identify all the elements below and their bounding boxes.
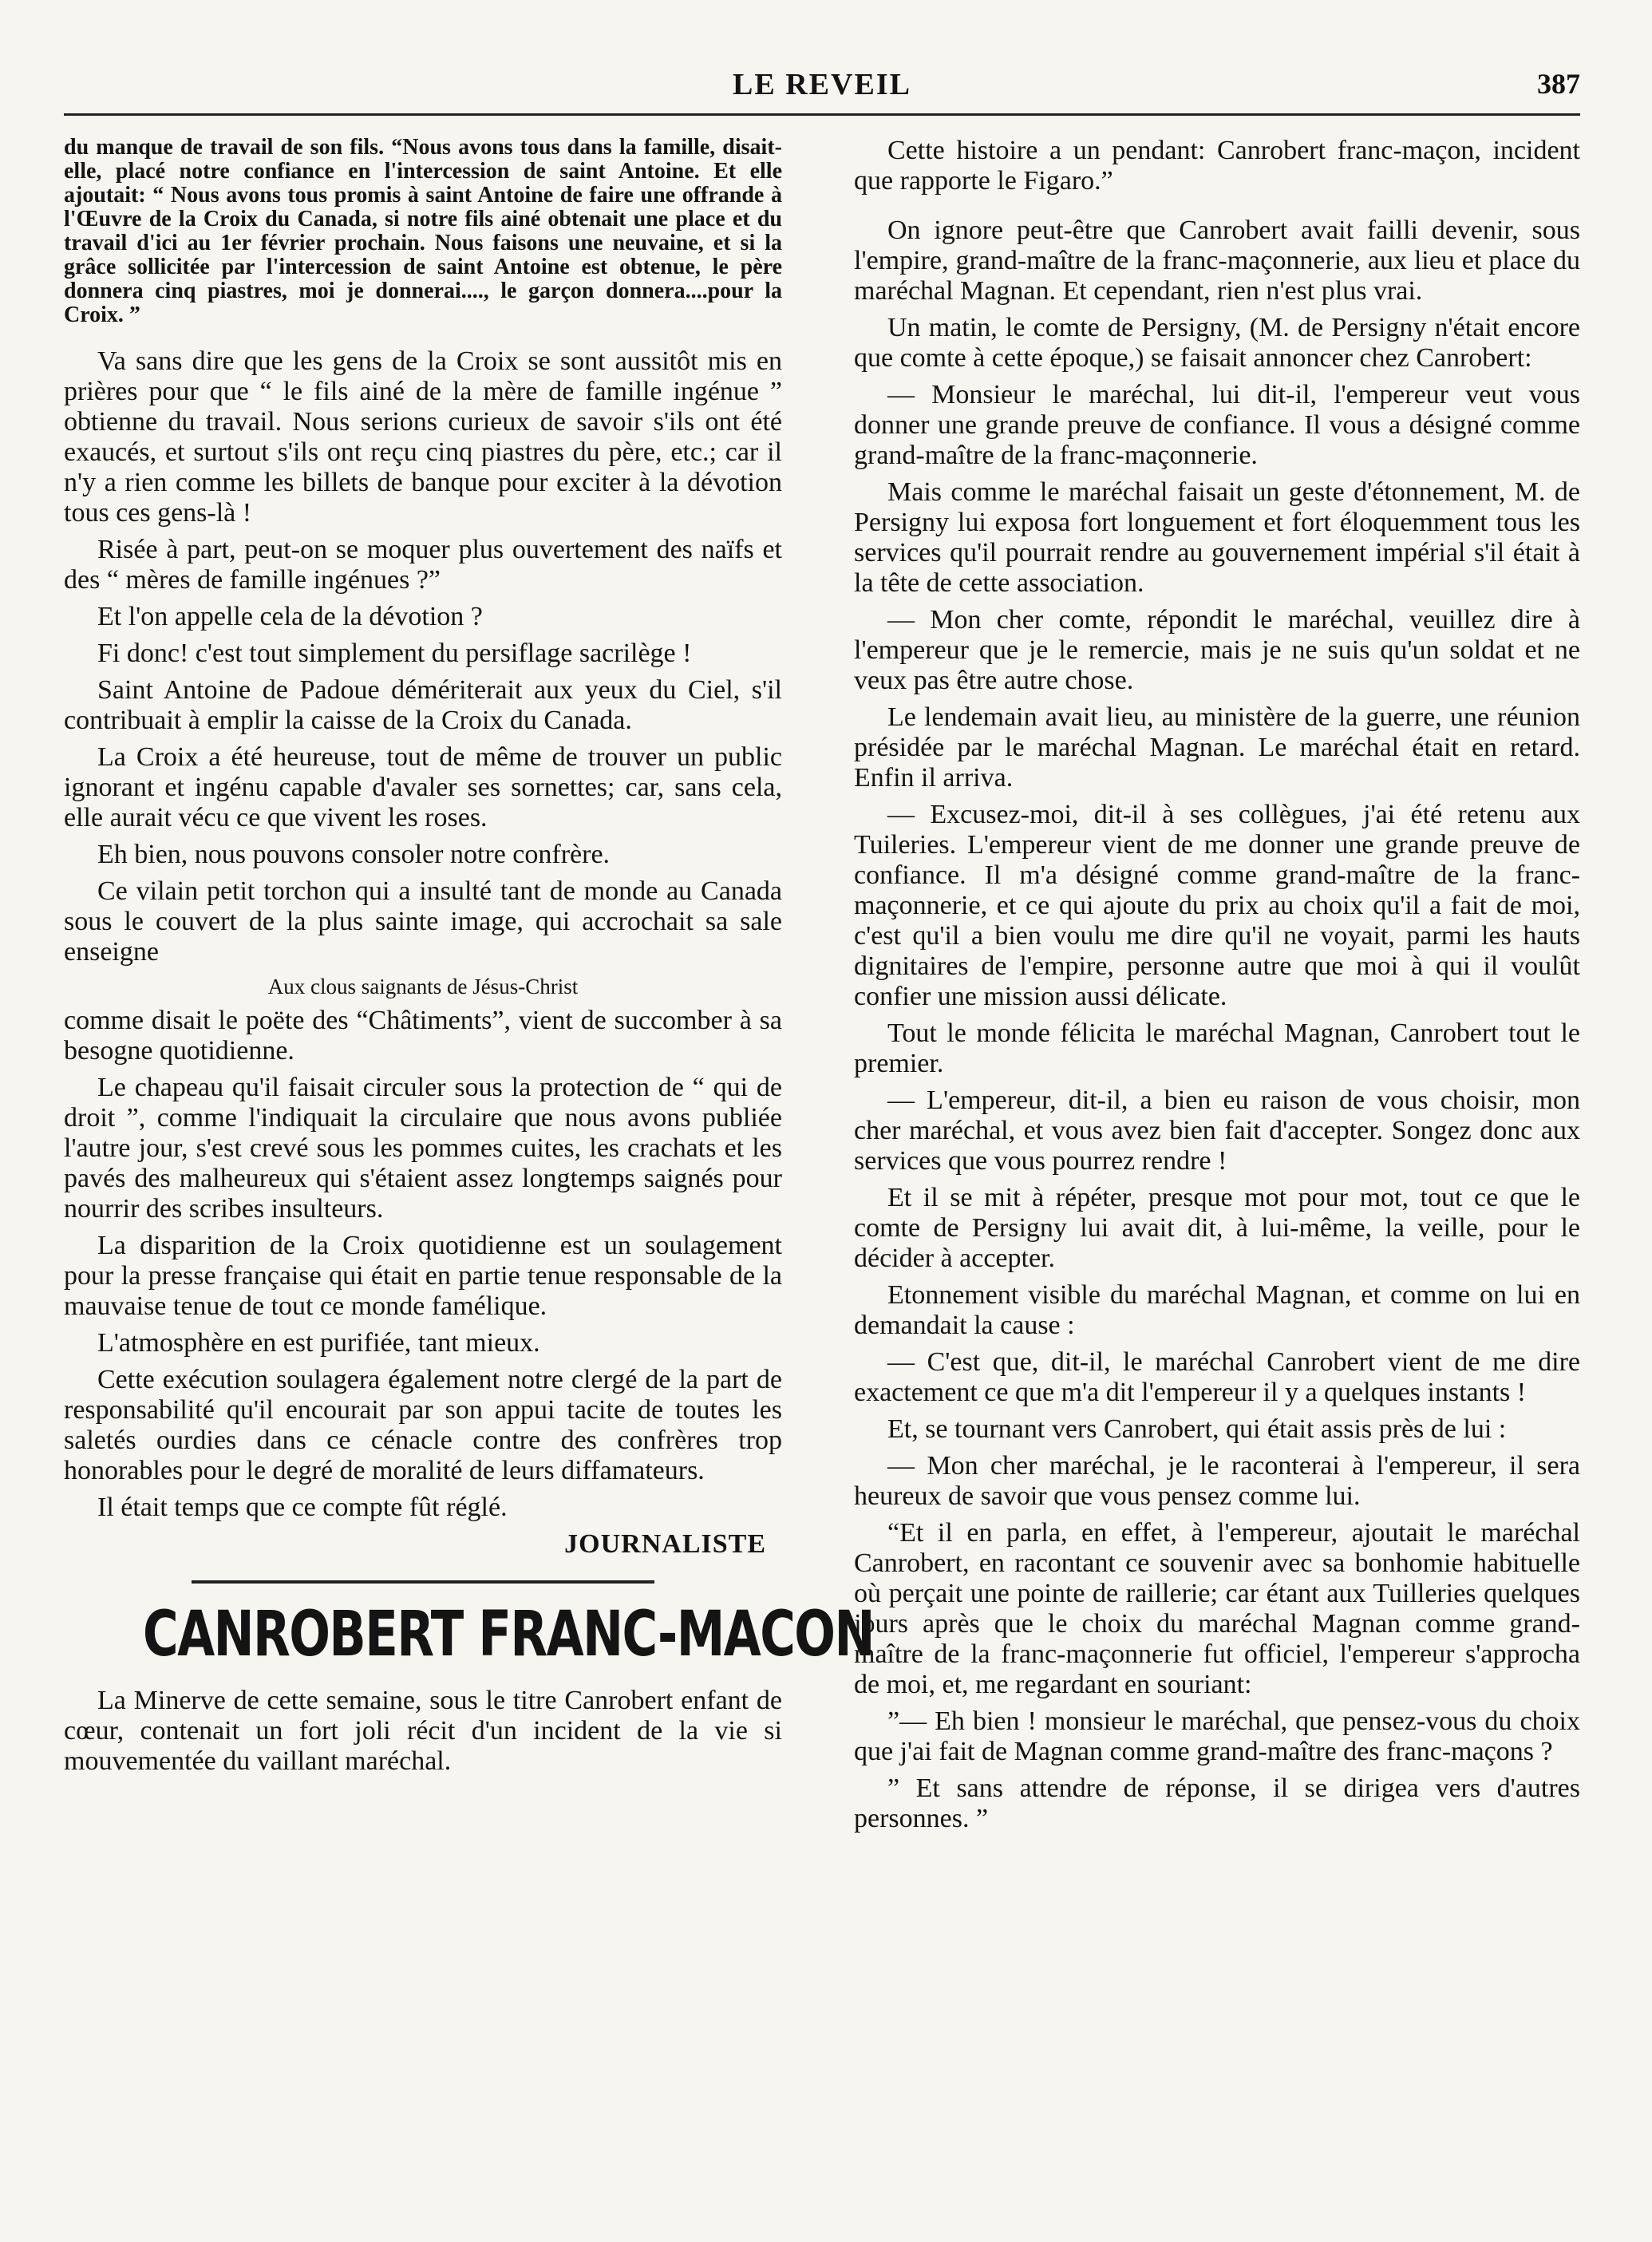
signature: JOURNALISTE: [564, 1529, 766, 1559]
section-rule: [192, 1580, 654, 1584]
paragraph: Mais comme le maréchal faisait un geste d'étonnement, M. de Persigny lui exposa fort longuement et fort éloquemment tous les services qu'il pourrait rendre au gouvernement impérial s'il était à la tête de cette association.: [854, 477, 1580, 598]
paragraph: — Mon cher comte, répondit le maréchal, veuillez dire à l'empereur que je le remercie, mais je ne suis qu'un soldat et ne veux pas être autre chose.: [854, 605, 1580, 695]
paragraph: Et l'on appelle cela de la dévotion ?: [97, 602, 483, 631]
paragraph: Et il se mit à répéter, presque mot pour mot, tout ce que le comte de Persigny lui avait dit, à lui-même, la veille, pour le décider à accepter.: [854, 1183, 1580, 1273]
header-rule: [64, 113, 1580, 116]
quoted-letter: du manque de travail de son fils. “Nous avons tous dans la famille, disait-elle, placé notre confiance en l'intercession de saint Antoine. Et elle ajoutait: “ Nous avons tous promis à saint Antoine de faire une offrande à l'Œuvre de la Croix du Canada, si notre fils ainé obtenait une place et du travail d'ici au 1er février prochain. Nous faisons une neuvaine, et si la grâce sollicitée par l'intercession de saint Antoine est obtenue, le père donnera cinq piastres, moi je donnerai...., le garçon donnera....pour la Croix. ”: [64, 135, 782, 327]
paragraph: ” Et sans attendre de réponse, il se dirigea vers d'autres personnes. ”: [854, 1773, 1580, 1833]
paragraph: — L'empereur, dit-il, a bien eu raison de vous choisir, mon cher maréchal, et vous avez bien fait d'accepter. Songez donc aux services que vous pourrez rendre !: [854, 1085, 1580, 1176]
paragraph: Eh bien, nous pouvons consoler notre confrère.: [97, 840, 611, 869]
paragraph: Risée à part, peut-on se moquer plus ouvertement des naïfs et des “ mères de famille ingénues ?”: [64, 535, 782, 595]
paragraph: ”— Eh bien ! monsieur le maréchal, que pensez-vous du choix que j'ai fait de Magnan comme grand-maître des franc-maçons ?: [854, 1706, 1580, 1766]
paragraph: Il était temps que ce compte fût réglé.: [97, 1493, 508, 1522]
verse-quote: Aux clous saignants de Jésus-Christ: [267, 975, 579, 998]
paragraph: Cette exécution soulagera également notre clergé de la part de responsabilité qu'il encourait par son appui tacite de toutes les saletés ourdies dans ce cénacle contre des confrères trop honorables pour le degré de moralité de leurs diffamateurs.: [64, 1365, 782, 1485]
paragraph: Tout le monde félicita le maréchal Magnan, Canrobert tout le premier.: [854, 1018, 1580, 1078]
paragraph: — C'est que, dit-il, le maréchal Canrobert vient de me dire exactement ce que m'a dit l'empereur il y a quelques instants !: [854, 1347, 1580, 1407]
paragraph: Va sans dire que les gens de la Croix se sont aussitôt mis en prières pour que “ le fils ainé de la mère de famille ingénue ” obtienne du travail. Nous serions curieux de savoir s'ils ont été exaucés, et surtout s'ils ont reçu cinq piastres du père, etc.; car il n'y a rien comme les billets de banque pour exciter à la dévotion tous ces gens-là !: [64, 346, 782, 528]
paragraph: — Monsieur le maréchal, lui dit-il, l'empereur veut vous donner une grande preuve de confiance. Il vous a désigné comme grand-maître de la franc-maçonnerie.: [854, 380, 1580, 470]
paragraph: Le lendemain avait lieu, au ministère de la guerre, une réunion présidée par le maréchal Magnan. Le maréchal était en retard. Enfin il arriva.: [854, 702, 1580, 793]
paragraph: — Excusez-moi, dit-il à ses collègues, j'ai été retenu aux Tuileries. L'empereur vient de me donner une grande preuve de confiance. Il m'a désigné comme grand-maître de la franc-maçonnerie, et ce qui ajoute du prix au choix qu'il a fait de moi, c'est qu'il a bien voulu me dire qu'il ne voyait, parmi les hauts dignitaires de l'empire, personne autre que moi à qui il voulût confier une mission aussi délicate.: [854, 800, 1580, 1011]
paragraph: L'atmosphère en est purifiée, tant mieux.: [97, 1328, 540, 1358]
article-headline: CANROBERT FRANC-MACON: [143, 1599, 874, 1671]
page-number: 387: [1537, 68, 1580, 100]
paragraph: La Croix a été heureuse, tout de même de trouver un public ignorant et ingénu capable d'avaler ses sornettes; car, sans cela, elle aurait vécu ce que vivent les roses.: [64, 742, 782, 832]
paragraph: Cette histoire a un pendant: Canrobert franc-maçon, incident que rapporte le Figaro.”: [854, 136, 1580, 196]
paragraph: Le chapeau qu'il faisait circuler sous la protection de “ qui de droit ”, comme l'indiquait la circulaire que nous avons publiée l'autre jour, s'est crevé sous les pommes cuites, les crachats et les pavés des malheureux qui s'étaient assez longtemps saignés pour nourrir des scribes insulteurs.: [64, 1073, 782, 1224]
paragraph: Etonnement visible du maréchal Magnan, et comme on lui en demandait la cause :: [854, 1280, 1580, 1340]
paragraph: La disparition de la Croix quotidienne est un soulagement pour la presse française qui était en partie tenue responsable de la mauvaise tenue de tout ce monde famélique.: [64, 1231, 782, 1321]
paragraph: “Et il en parla, en effet, à l'empereur, ajoutait le maréchal Canrobert, en racontant ce souvenir avec sa bonhomie habituelle où perçait une pointe de raillerie; car étant aux Tuilleries quelques jours après que le choix du maréchal Magnan comme grand-maître de la franc-maçonnerie fut officiel, l'empereur s'approcha de moi, et, me regardant en souriant:: [854, 1518, 1580, 1699]
left-column: [64, 135, 874, 2195]
paragraph: Ce vilain petit torchon qui a insulté tant de monde au Canada sous le couvert de la plus sainte image, qui accrochait sa sale enseigne: [64, 876, 782, 967]
article-intro: La Minerve de cette semaine, sous le titre Canrobert enfant de cœur, contenait un fort joli récit d'un incident de la vie si mouvementée du vaillant maréchal.: [64, 1686, 782, 1776]
paragraph: On ignore peut-être que Canrobert avait failli devenir, sous l'empire, grand-maître de la franc-maçonnerie, aux lieu et place du maréchal Magnan. Et cependant, rien n'est plus vrai.: [854, 216, 1580, 306]
paragraph: comme disait le poëte des “Châtiments”, vient de succomber à sa besogne quotidienne.: [64, 1006, 782, 1066]
paragraph: Saint Antoine de Padoue démériterait aux yeux du Ciel, s'il contribuait à emplir la caisse de la Croix du Canada.: [64, 675, 782, 735]
paragraph: — Mon cher maréchal, je le raconterai à l'empereur, il sera heureux de savoir que vous pensez comme lui.: [854, 1451, 1580, 1511]
page-header: [64, 62, 1580, 110]
paragraph: Un matin, le comte de Persigny, (M. de Persigny n'était encore que comte à cette époque,) se faisait annoncer chez Canrobert:: [854, 313, 1580, 373]
paragraph: Et, se tournant vers Canrobert, qui était assis près de lui :: [887, 1414, 1507, 1444]
paragraph: Fi donc! c'est tout simplement du persiflage sacrilège !: [97, 639, 692, 668]
right-column: [854, 136, 1580, 2195]
journal-title: LE REVEIL: [733, 68, 911, 101]
